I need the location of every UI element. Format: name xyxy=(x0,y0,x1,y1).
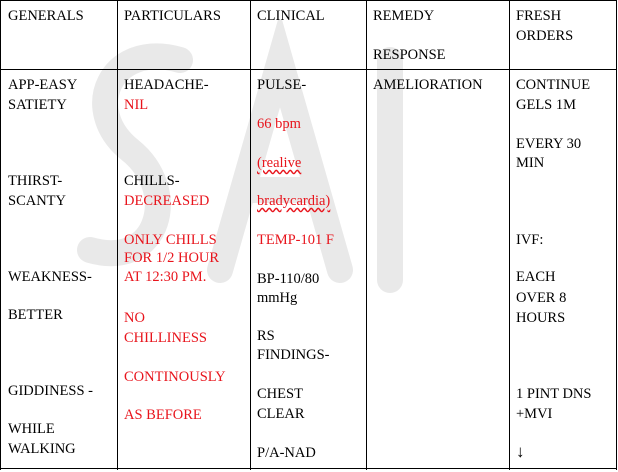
particulars-chills-value: DECREASED xyxy=(124,193,210,209)
clinical-pulse: PULSE- xyxy=(257,77,307,93)
fresh-each: EACH xyxy=(516,269,556,285)
clinical-rs-findings: FINDINGS- xyxy=(257,347,330,363)
clinical-rs: RS xyxy=(257,328,275,344)
fresh-min: MIN xyxy=(516,155,545,171)
particulars-chilliness: CHILLINESS xyxy=(124,330,207,346)
generals-giddiness: GIDDINESS - xyxy=(8,383,93,399)
clinical-pulse-value: 66 bpm xyxy=(257,116,301,132)
generals-appetite: APP-EASY xyxy=(8,77,78,93)
clinical-relative: (realive xyxy=(257,155,302,171)
down-arrow-icon: ↓ xyxy=(516,442,525,461)
generals-thirst-value: SCANTY xyxy=(8,193,67,209)
header-response: RESPONSE xyxy=(373,47,446,63)
header-particulars: PARTICULARS xyxy=(124,8,221,24)
header-remedy: REMEDY xyxy=(373,8,435,24)
particulars-chills: CHILLS- xyxy=(124,173,180,189)
fresh-gels: GELS 1M xyxy=(516,97,577,113)
header-clinical: CLINICAL xyxy=(257,8,325,24)
clinical-bp-unit: mmHg xyxy=(257,290,298,306)
clinical-pa: P/A-NAD xyxy=(257,445,316,461)
fresh-hours: HOURS xyxy=(516,310,566,326)
header-fresh: FRESH xyxy=(516,8,562,24)
generals-weakness: WEAKNESS- xyxy=(8,269,92,285)
fresh-mvi: +MVI xyxy=(516,406,553,422)
generals-giddiness-while: WHILE xyxy=(8,421,55,437)
particulars-headache-value: NIL xyxy=(124,97,149,113)
particulars-only-chills-3: AT 12:30 PM. xyxy=(124,269,207,285)
header-generals: GENERALS xyxy=(8,8,84,24)
generals-giddiness-walking: WALKING xyxy=(8,441,76,457)
fresh-continue: CONTINUE xyxy=(516,77,591,93)
clinical-temperature: TEMP-101 F xyxy=(257,232,334,248)
fresh-pint: 1 PINT DNS xyxy=(516,386,592,402)
particulars-as-before: AS BEFORE xyxy=(124,407,202,423)
particulars-only-chills-1: ONLY CHILLS xyxy=(124,232,217,248)
particulars-headache: HEADACHE- xyxy=(124,77,209,93)
fresh-every: EVERY 30 xyxy=(516,136,582,152)
clinical-chest-clear: CLEAR xyxy=(257,406,305,422)
generals-thirst: THIRST- xyxy=(8,173,63,189)
clinical-bradycardia: bradycardia) xyxy=(257,193,331,209)
particulars-only-chills-2: FOR 1/2 HOUR xyxy=(124,250,220,266)
clinical-bp: BP-110/80 xyxy=(257,271,320,287)
header-orders: ORDERS xyxy=(516,28,574,44)
particulars-no: NO xyxy=(124,310,145,326)
particulars-continously: CONTINOUSLY xyxy=(124,369,226,385)
generals-appetite-value: SATIETY xyxy=(8,97,67,113)
fresh-ivf: IVF: xyxy=(516,232,544,248)
fresh-over: OVER 8 xyxy=(516,290,567,306)
remedy-amelioration: AMELIORATION xyxy=(373,77,483,93)
clinical-chest: CHEST xyxy=(257,386,303,402)
generals-weakness-value: BETTER xyxy=(8,307,63,323)
